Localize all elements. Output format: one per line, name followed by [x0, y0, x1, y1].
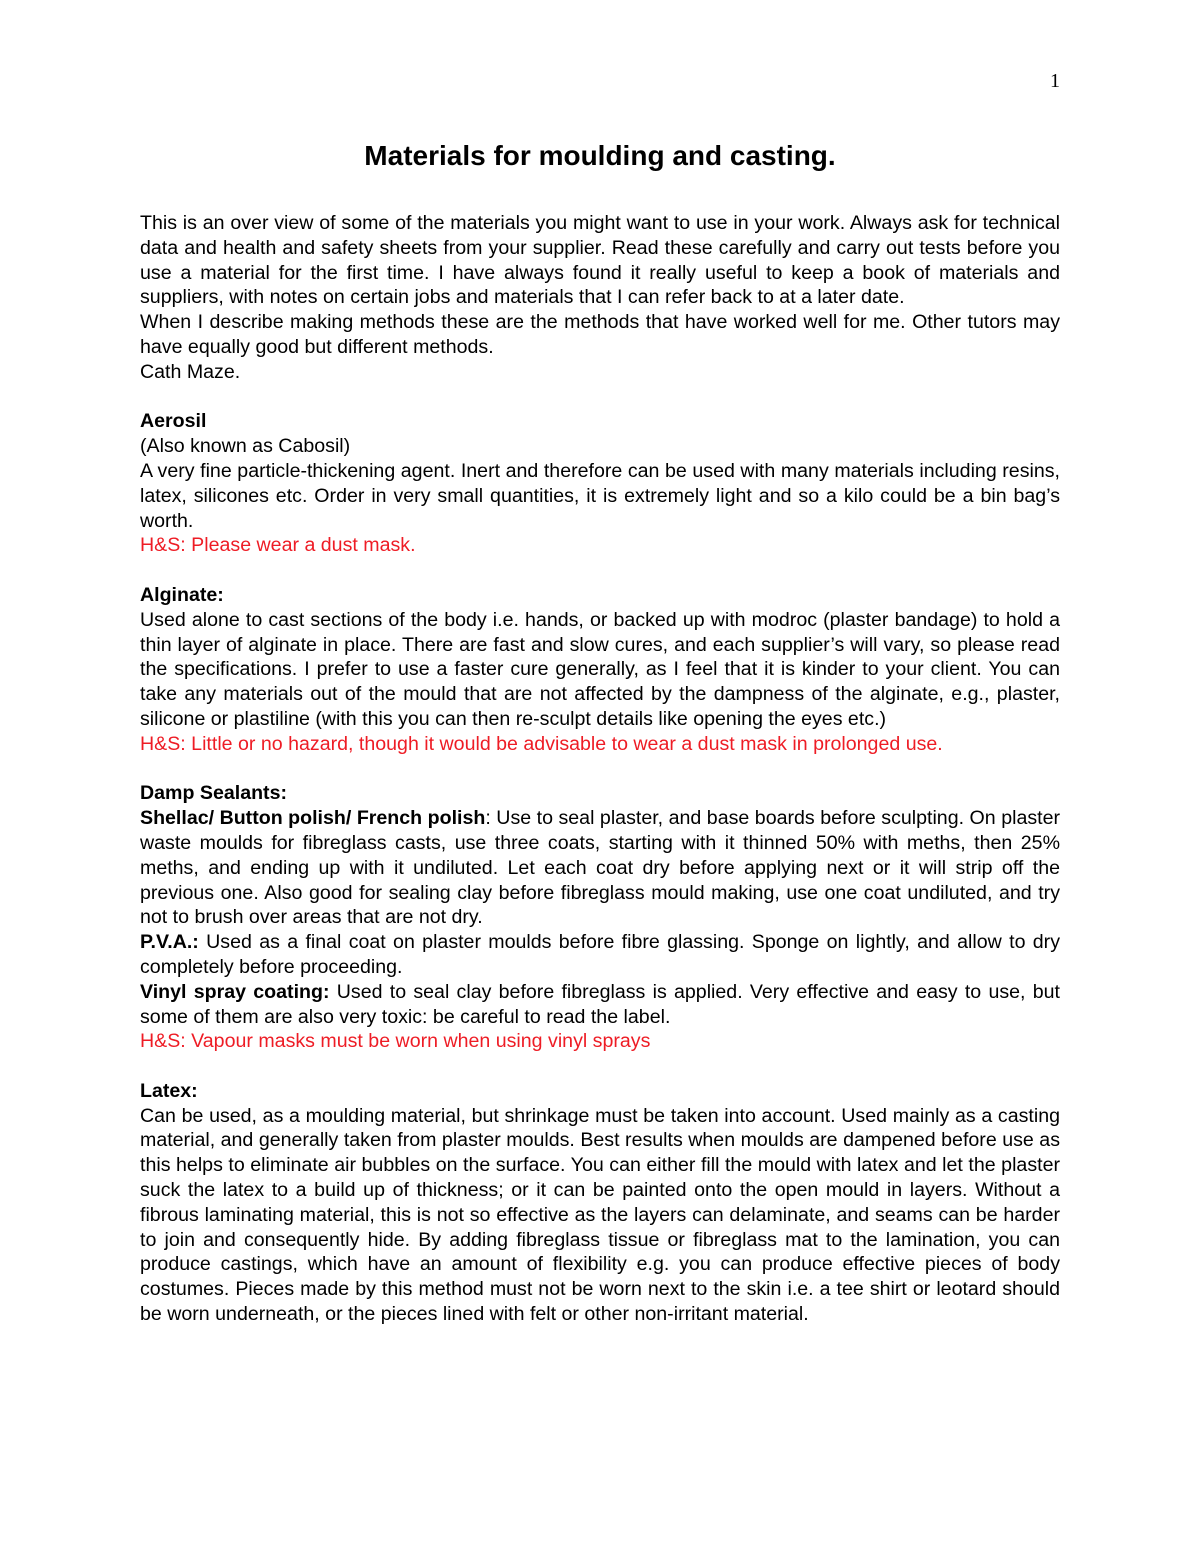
- spacer: [140, 385, 1060, 410]
- page-number: 1: [1050, 70, 1060, 92]
- document-body: [140, 211, 1060, 1327]
- alginate-heading: Alginate:: [140, 583, 224, 606]
- alginate-section: [140, 583, 1060, 757]
- alginate-hs-warning: H&S: Little or no hazard, though it would be advisable to wear a dust mask in prolonged use.: [140, 732, 943, 755]
- damp-sealants-section: [140, 781, 1060, 1054]
- spacer: [140, 757, 1060, 782]
- shellac-label: Shellac/ Button polish/ French polish: [140, 807, 486, 830]
- vinyl-text: Used to seal clay before fibreglass is applied. Very effective and easy to use, but some of them are also very toxic: be careful to read the label.: [140, 980, 1060, 1028]
- vinyl-hs-warning: H&S: Vapour masks must be worn when using vinyl sprays: [140, 1030, 651, 1053]
- aerosil-aka: (Also known as Cabosil): [140, 435, 351, 458]
- damp-sealants-heading: Damp Sealants:: [140, 782, 288, 805]
- vinyl-paragraph: [140, 980, 1060, 1030]
- aerosil-section: [140, 409, 1060, 558]
- spacer: [140, 558, 1060, 583]
- alginate-text: Used alone to cast sections of the body i.e. hands, or backed up with modroc (plaster bandage) to hold a thin layer of alginate in place. There are fast and slow cures, and each supplier’s will vary, so please read the specifications. I prefer to use a faster cure generally, as I feel that it is kinder to your client. You can take any materials out of the mould that are not affected by the dampness of the alginate, e.g., plaster, silicone or plastiline (with this you can then re-sculpt details like opening the eyes etc.): [140, 608, 1060, 730]
- spacer: [140, 1054, 1060, 1079]
- pva-label: P.V.A.:: [140, 931, 199, 954]
- page-title: Materials for moulding and casting.: [364, 140, 836, 171]
- pva-text: Used as a final coat on plaster moulds before fibre glassing. Sponge on lightly, and allow to dry completely before proceeding.: [140, 931, 1060, 978]
- intro-paragraph: This is an over view of some of the materials you might want to use in your work. Always ask for technical data and health and safety sheets from your supplier. Read these carefully and carry out tests before you use a material for the first time. I have always found it really useful to keep a book of materials and suppliers, with notes on certain jobs and materials that I can refer back to at a later date.: [140, 212, 1060, 309]
- aerosil-hs-warning: H&S: Please wear a dust mask.: [140, 534, 416, 557]
- latex-section: [140, 1079, 1060, 1327]
- author-signoff: Cath Maze.: [140, 360, 241, 383]
- shellac-text: : Use to seal plaster, and base boards before sculpting. On plaster waste moulds for fibreglass casts, use three coats, starting with it thinned 50% with meths, then 25% meths, and ending up with it undiluted. Let each coat dry before applying next or it will strip off the previous one. Also good for sealing clay before fibreglass mould making, use one coat undiluted, and try not to brush over areas that are not dry.: [140, 807, 1061, 929]
- latex-text: Can be used, as a moulding material, but shrinkage must be taken into account. Used mainly as a casting material, and generally taken from plaster moulds. Best results when moulds are dampened before use as this helps to eliminate air bubbles on the surface. You can either fill the mould with latex and let the plaster suck the latex to a build up of thickness; or it can be painted onto the open mould in layers. Without a fibrous laminating material, this is not so effective as the layers can delaminate, and seams can be harder to join and consequently hide. By adding fibreglass tissue or fibreglass mat to the lamination, you can produce castings, which have an amount of flexibility e.g. you can produce effective pieces of body costumes. Pieces made by this method must not be worn next to the skin i.e. a tee shirt or leotard should be worn underneath, or the pieces lined with felt or other non-irritant material.: [140, 1104, 1060, 1326]
- aerosil-text: A very fine particle-thickening agent. Inert and therefore can be used with many materials including resins, latex, silicones etc. Order in very small quantities, it is extremely light and so a kilo could be a bin bag’s worth.: [140, 459, 1060, 532]
- latex-heading: Latex:: [140, 1079, 198, 1102]
- shellac-paragraph: [140, 806, 1060, 930]
- vinyl-label: Vinyl spray coating:: [140, 980, 330, 1003]
- pva-paragraph: [140, 930, 1060, 980]
- aerosil-heading: Aerosil: [140, 410, 207, 433]
- intro-section: [140, 211, 1060, 385]
- intro-methods: When I describe making methods these are the methods that have worked well for me. Other tutors may have equally good but different methods.: [140, 311, 1060, 358]
